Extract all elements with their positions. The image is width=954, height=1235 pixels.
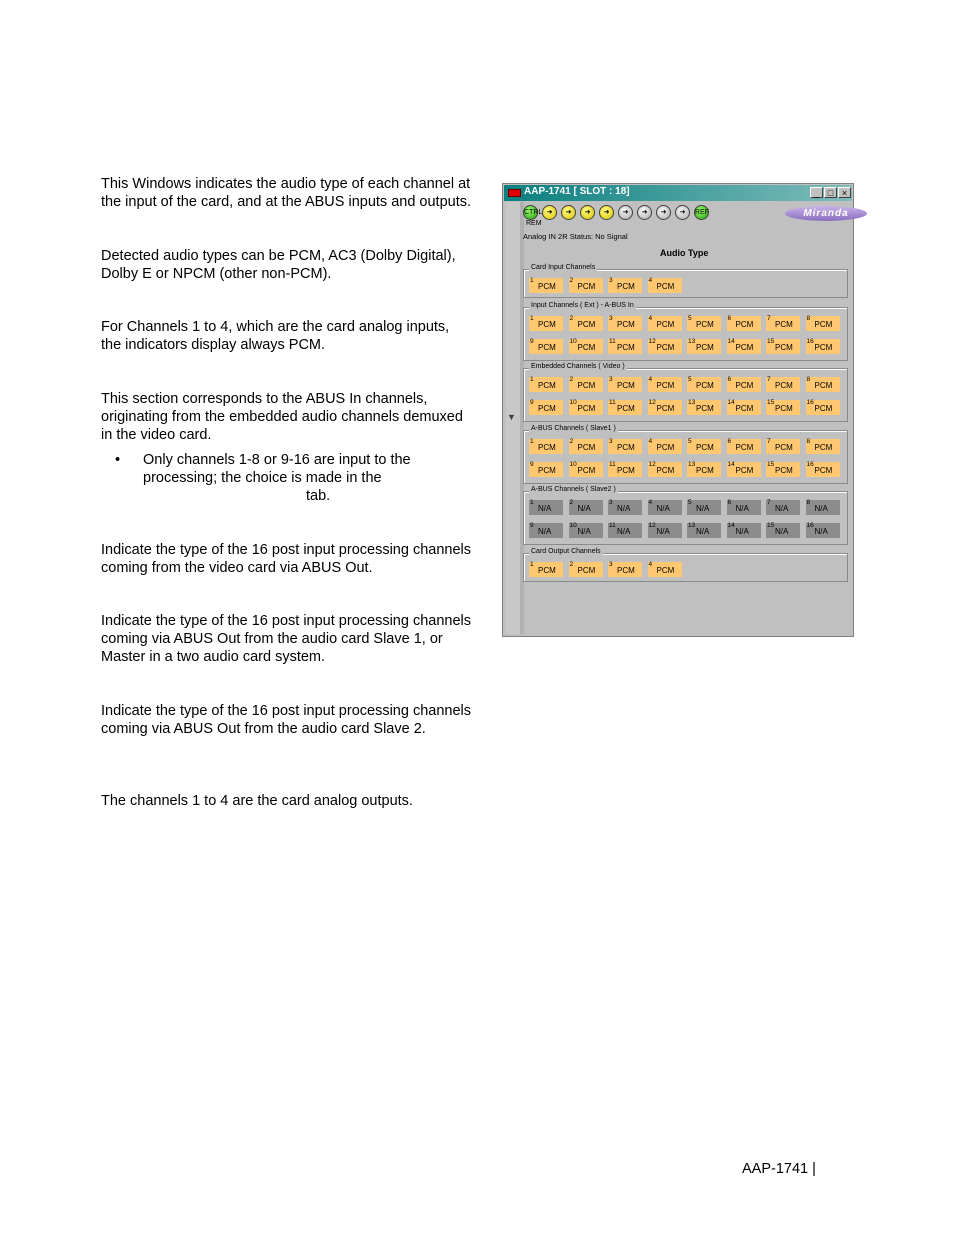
channel-number: 4 (648, 315, 653, 322)
channel-number: 2 (569, 315, 574, 322)
channel-number: 5 (688, 376, 692, 383)
channel-number: 7 (767, 315, 771, 322)
channel-indicator (608, 339, 642, 354)
channel-group (523, 425, 848, 484)
channel-number: 3 (609, 376, 613, 383)
channel-number: 1 (530, 438, 534, 445)
channel-indicator (569, 400, 603, 415)
channel-type: PCM (696, 381, 714, 390)
channel-indicator (648, 523, 682, 538)
channel-type: PCM (577, 381, 596, 390)
channel-type: PCM (617, 566, 635, 575)
audio-type-heading: Audio Type (660, 248, 709, 258)
channel-number: 12 (648, 399, 656, 406)
channel-indicator (648, 377, 682, 392)
title-bar[interactable] (504, 185, 852, 201)
channel-indicator (766, 316, 800, 331)
channel-indicator (766, 523, 800, 538)
channel-indicator (569, 523, 603, 538)
channel-type: PCM (538, 566, 556, 575)
channel-indicator (727, 523, 761, 538)
channel-type: PCM (577, 566, 596, 575)
channel-number: 9 (530, 522, 534, 529)
channel-indicator (806, 316, 840, 331)
channel-type: PCM (656, 566, 675, 575)
channel-type: N/A (577, 504, 591, 513)
channel-indicator (687, 523, 721, 538)
channel-number: 15 (767, 522, 775, 529)
channel-type: N/A (656, 527, 670, 536)
channel-type: N/A (696, 504, 710, 513)
status-led-icon[interactable]: ➜ (561, 205, 576, 220)
abus-in-paragraph: This section corresponds to the ABUS In channels, originating from the embedded audio channels demuxed in the video card. (101, 391, 463, 443)
channel-type: PCM (577, 404, 596, 413)
channel-number: 15 (767, 461, 775, 468)
channel-number: 4 (648, 376, 653, 383)
channel-indicator (766, 400, 800, 415)
channel-indicator (608, 523, 642, 538)
channel-type: PCM (814, 443, 833, 452)
channel-number: 3 (609, 499, 613, 506)
channel-number: 1 (530, 315, 534, 322)
channel-indicator (687, 377, 721, 392)
channel-number: 10 (569, 338, 577, 345)
channel-type: N/A (696, 527, 710, 536)
page-footer: AAP-1741 | (742, 1161, 816, 1177)
channel-type: PCM (696, 320, 714, 329)
channel-type: PCM (656, 466, 675, 475)
channel-indicator (687, 500, 721, 515)
channel-type: N/A (656, 504, 670, 513)
channel-indicator (727, 377, 761, 392)
channel-type: PCM (577, 282, 596, 291)
bullet-symbol: • (115, 452, 121, 468)
channel-indicator (608, 562, 642, 577)
channel-type: N/A (735, 504, 749, 513)
channel-indicator (529, 500, 563, 515)
channel-type: PCM (735, 466, 754, 475)
channel-number: 6 (727, 376, 732, 383)
channel-number: 3 (609, 438, 613, 445)
channel-type: PCM (814, 381, 833, 390)
channel-number: 4 (648, 499, 653, 506)
channel-type: N/A (577, 527, 591, 536)
channel-number: 16 (806, 338, 814, 345)
channel-number: 14 (727, 338, 735, 345)
group-label: Embedded Channels ( Video ) (531, 363, 625, 370)
channel-indicator (529, 462, 563, 477)
channel-type: PCM (814, 466, 833, 475)
channel-indicator (608, 278, 642, 293)
channel-indicator (766, 462, 800, 477)
status-led-icon[interactable]: CTRL (523, 205, 538, 220)
channel-type: PCM (577, 343, 596, 352)
channel-type: N/A (775, 504, 789, 513)
group-label: Card Input Channels (531, 264, 596, 271)
channel-indicator (727, 400, 761, 415)
bullet-text: Only channels 1-8 or 9-16 are input to the processing; the choice is made in the (143, 452, 411, 486)
channel-number: 8 (806, 315, 811, 322)
status-led-icon[interactable]: ➜ (637, 205, 652, 220)
channel-number: 8 (806, 438, 811, 445)
status-led-icon[interactable]: REF (694, 205, 709, 220)
channel-number: 12 (648, 461, 656, 468)
channel-number: 11 (609, 461, 616, 468)
channel-type: PCM (617, 282, 635, 291)
channel-number: 3 (609, 315, 613, 322)
close-button[interactable]: × (838, 187, 851, 198)
channel-type: PCM (656, 282, 675, 291)
group-label: A-BUS Channels ( Slave2 ) (531, 486, 616, 493)
channel-indicator (608, 400, 642, 415)
channel-indicator (806, 462, 840, 477)
channel-number: 8 (806, 376, 811, 383)
channel-type: PCM (775, 466, 793, 475)
channel-group (523, 486, 848, 545)
channel-type: PCM (538, 443, 556, 452)
channel-type: PCM (775, 404, 793, 413)
channel-number: 14 (727, 461, 735, 468)
channel-number: 16 (806, 399, 814, 406)
channel-indicator (608, 316, 642, 331)
window-title: AAP-1741 [ SLOT : 18] (524, 186, 630, 197)
channel-type: PCM (696, 466, 714, 475)
channel-number: 15 (767, 338, 775, 345)
channel-number: 10 (569, 399, 577, 406)
channel-indicator (529, 523, 563, 538)
channel-indicator (608, 462, 642, 477)
channel-number: 5 (688, 499, 692, 506)
channel-indicator (569, 377, 603, 392)
channel-indicator (648, 400, 682, 415)
channel-indicator (648, 500, 682, 515)
channel-type: PCM (538, 381, 556, 390)
channel-indicator (608, 500, 642, 515)
channel-type: PCM (696, 404, 714, 413)
channel-type: PCM (735, 343, 754, 352)
channel-indicator (529, 377, 563, 392)
channel-number: 3 (609, 277, 613, 284)
audio-type-window (502, 183, 854, 637)
channel-type: PCM (577, 466, 596, 475)
channel-indicator (687, 400, 721, 415)
card-input-paragraph: For Channels 1 to 4, which are the card analog inputs, the indicators display always PCM. (101, 319, 450, 353)
channel-number: 16 (806, 522, 814, 529)
channel-indicator (687, 439, 721, 454)
channel-number: 10 (569, 461, 577, 468)
channel-type: PCM (735, 320, 754, 329)
channel-number: 4 (648, 277, 653, 284)
card-output-paragraph: The channels 1 to 4 are the card analog outputs. (101, 793, 413, 809)
channel-type: PCM (656, 404, 675, 413)
channel-type: PCM (656, 381, 675, 390)
status-led-icon[interactable]: ➜ (618, 205, 633, 220)
channel-type: PCM (814, 320, 833, 329)
channel-number: 5 (688, 438, 692, 445)
channel-indicator (687, 316, 721, 331)
channel-number: 12 (648, 338, 656, 345)
channel-indicator (569, 500, 603, 515)
audio-types-paragraph: Detected audio types can be PCM, AC3 (Dolby Digital), Dolby E or NPCM (other non-PCM). (101, 248, 456, 282)
status-led-icon[interactable]: ➜ (656, 205, 671, 220)
channel-indicator (766, 377, 800, 392)
channel-type: PCM (775, 343, 793, 352)
channel-indicator (806, 500, 840, 515)
channel-indicator (529, 439, 563, 454)
channel-indicator (806, 400, 840, 415)
channel-type: N/A (617, 527, 631, 536)
embedded-paragraph: Indicate the type of the 16 post input processing channels coming from the video card via ABUS Out. (101, 542, 471, 576)
channel-type: PCM (735, 404, 754, 413)
channel-indicator (648, 339, 682, 354)
channel-type: PCM (735, 443, 754, 452)
channel-type: PCM (617, 466, 635, 475)
channel-number: 1 (530, 277, 534, 284)
channel-number: 4 (648, 561, 653, 568)
minimize-button[interactable]: _ (810, 187, 823, 198)
channel-indicator (687, 462, 721, 477)
channel-indicator (727, 500, 761, 515)
channel-type: N/A (814, 527, 828, 536)
channel-number: 9 (530, 338, 534, 345)
channel-type: PCM (656, 343, 675, 352)
window-icon (508, 189, 521, 197)
channel-indicator (766, 500, 800, 515)
channel-type: N/A (775, 527, 789, 536)
channel-number: 1 (530, 561, 534, 568)
channel-indicator (569, 562, 603, 577)
channel-type: PCM (617, 343, 635, 352)
channel-number: 8 (806, 499, 811, 506)
channel-type: PCM (538, 343, 556, 352)
channel-indicator (529, 562, 563, 577)
channel-type: PCM (538, 404, 556, 413)
channel-indicator (806, 377, 840, 392)
status-led-icon[interactable]: ➜ (580, 205, 595, 220)
channel-indicator (727, 439, 761, 454)
channel-number: 4 (648, 438, 653, 445)
channel-number: 13 (688, 338, 696, 345)
channel-indicator (727, 462, 761, 477)
channel-number: 1 (530, 499, 534, 506)
channel-type: PCM (617, 320, 635, 329)
group-label: A-BUS Channels ( Slave1 ) (531, 425, 616, 432)
channel-type: N/A (814, 504, 828, 513)
channel-number: 2 (569, 561, 574, 568)
channel-indicator (648, 316, 682, 331)
channel-number: 1 (530, 376, 534, 383)
channel-number: 13 (688, 399, 696, 406)
channel-indicator (806, 439, 840, 454)
channel-number: 16 (806, 461, 814, 468)
channel-number: 2 (569, 277, 574, 284)
channel-number: 6 (727, 438, 732, 445)
channel-number: 3 (609, 561, 613, 568)
channel-type: PCM (696, 443, 714, 452)
channel-indicator (608, 377, 642, 392)
channel-type: PCM (617, 443, 635, 452)
channel-indicator (529, 278, 563, 293)
channel-indicator (806, 339, 840, 354)
slave2-paragraph: Indicate the type of the 16 post input processing channels coming via ABUS Out from the audio card Slave 2. (101, 703, 471, 737)
channel-group (523, 363, 848, 422)
channel-type: PCM (814, 343, 833, 352)
channel-type: PCM (538, 320, 556, 329)
channel-indicator (569, 316, 603, 331)
channel-type: PCM (656, 443, 675, 452)
channel-indicator (648, 562, 682, 577)
channel-type: PCM (617, 381, 635, 390)
channel-type: PCM (656, 320, 675, 329)
channel-number: 2 (569, 438, 574, 445)
channel-type: N/A (617, 504, 631, 513)
slave1-paragraph: Indicate the type of the 16 post input processing channels coming via ABUS Out from the audio card Slave 1, or Master in a two audio card system. (101, 613, 471, 665)
channel-group (523, 548, 848, 582)
status-line: Analog IN 2R Status: No Signal (523, 232, 628, 241)
channel-group (523, 264, 848, 298)
channel-group (523, 302, 848, 361)
channel-number: 14 (727, 522, 735, 529)
channel-number: 13 (688, 461, 696, 468)
channel-indicator (727, 339, 761, 354)
channel-number: 6 (727, 315, 732, 322)
channel-type: N/A (735, 527, 749, 536)
group-label: Input Channels ( Ext ) - A-BUS In (531, 302, 634, 309)
channel-indicator (648, 439, 682, 454)
channel-type: PCM (775, 320, 793, 329)
channel-number: 14 (727, 399, 735, 406)
channel-indicator (529, 316, 563, 331)
scroll-down-icon[interactable]: ▼ (507, 412, 516, 422)
channel-type: N/A (538, 527, 552, 536)
channel-number: 5 (688, 315, 692, 322)
channel-number: 11 (609, 522, 616, 529)
channel-type: PCM (538, 282, 556, 291)
channel-type: PCM (617, 404, 635, 413)
channel-indicator (529, 339, 563, 354)
intro-paragraph: This Windows indicates the audio type of each channel at the input of the card, and at the ABUS inputs and outputs. (101, 176, 472, 210)
left-scrollbar[interactable] (506, 202, 521, 634)
channel-type: N/A (538, 504, 552, 513)
channel-type: PCM (775, 381, 793, 390)
channel-number: 9 (530, 461, 534, 468)
channel-indicator (569, 462, 603, 477)
channel-indicator (569, 439, 603, 454)
rem-label: REM (526, 220, 542, 227)
channel-number: 13 (688, 522, 696, 529)
channel-indicator (766, 439, 800, 454)
channel-number: 6 (727, 499, 732, 506)
channel-type: PCM (577, 443, 596, 452)
channel-indicator (806, 523, 840, 538)
channel-indicator (529, 400, 563, 415)
channel-type: PCM (814, 404, 833, 413)
channel-number: 11 (609, 399, 616, 406)
miranda-logo: Miranda (785, 206, 867, 221)
channel-indicator (569, 278, 603, 293)
channel-number: 11 (609, 338, 616, 345)
channel-type: PCM (538, 466, 556, 475)
channel-type: PCM (696, 343, 714, 352)
channel-indicator (648, 278, 682, 293)
channel-number: 2 (569, 376, 574, 383)
channel-type: PCM (775, 443, 793, 452)
channel-number: 7 (767, 499, 771, 506)
channel-indicator (648, 462, 682, 477)
channel-number: 9 (530, 399, 534, 406)
channel-indicator (687, 339, 721, 354)
status-led-icon[interactable]: ➜ (675, 205, 690, 220)
channel-type: PCM (577, 320, 596, 329)
status-toolbar (523, 203, 853, 225)
channel-indicator (569, 339, 603, 354)
channel-indicator (766, 339, 800, 354)
status-led-icon[interactable]: ➜ (542, 205, 557, 220)
channel-number: 7 (767, 376, 771, 383)
channel-number: 7 (767, 438, 771, 445)
maximize-button[interactable]: □ (824, 187, 837, 198)
channel-indicator (727, 316, 761, 331)
status-led-icon[interactable]: ➜ (599, 205, 614, 220)
channel-number: 2 (569, 499, 574, 506)
channel-number: 15 (767, 399, 775, 406)
channel-number: 10 (569, 522, 577, 529)
channel-indicator (608, 439, 642, 454)
bullet-tail: tab. (306, 488, 331, 504)
channel-number: 12 (648, 522, 656, 529)
channel-type: PCM (735, 381, 754, 390)
group-label: Card Output Channels (531, 548, 601, 555)
